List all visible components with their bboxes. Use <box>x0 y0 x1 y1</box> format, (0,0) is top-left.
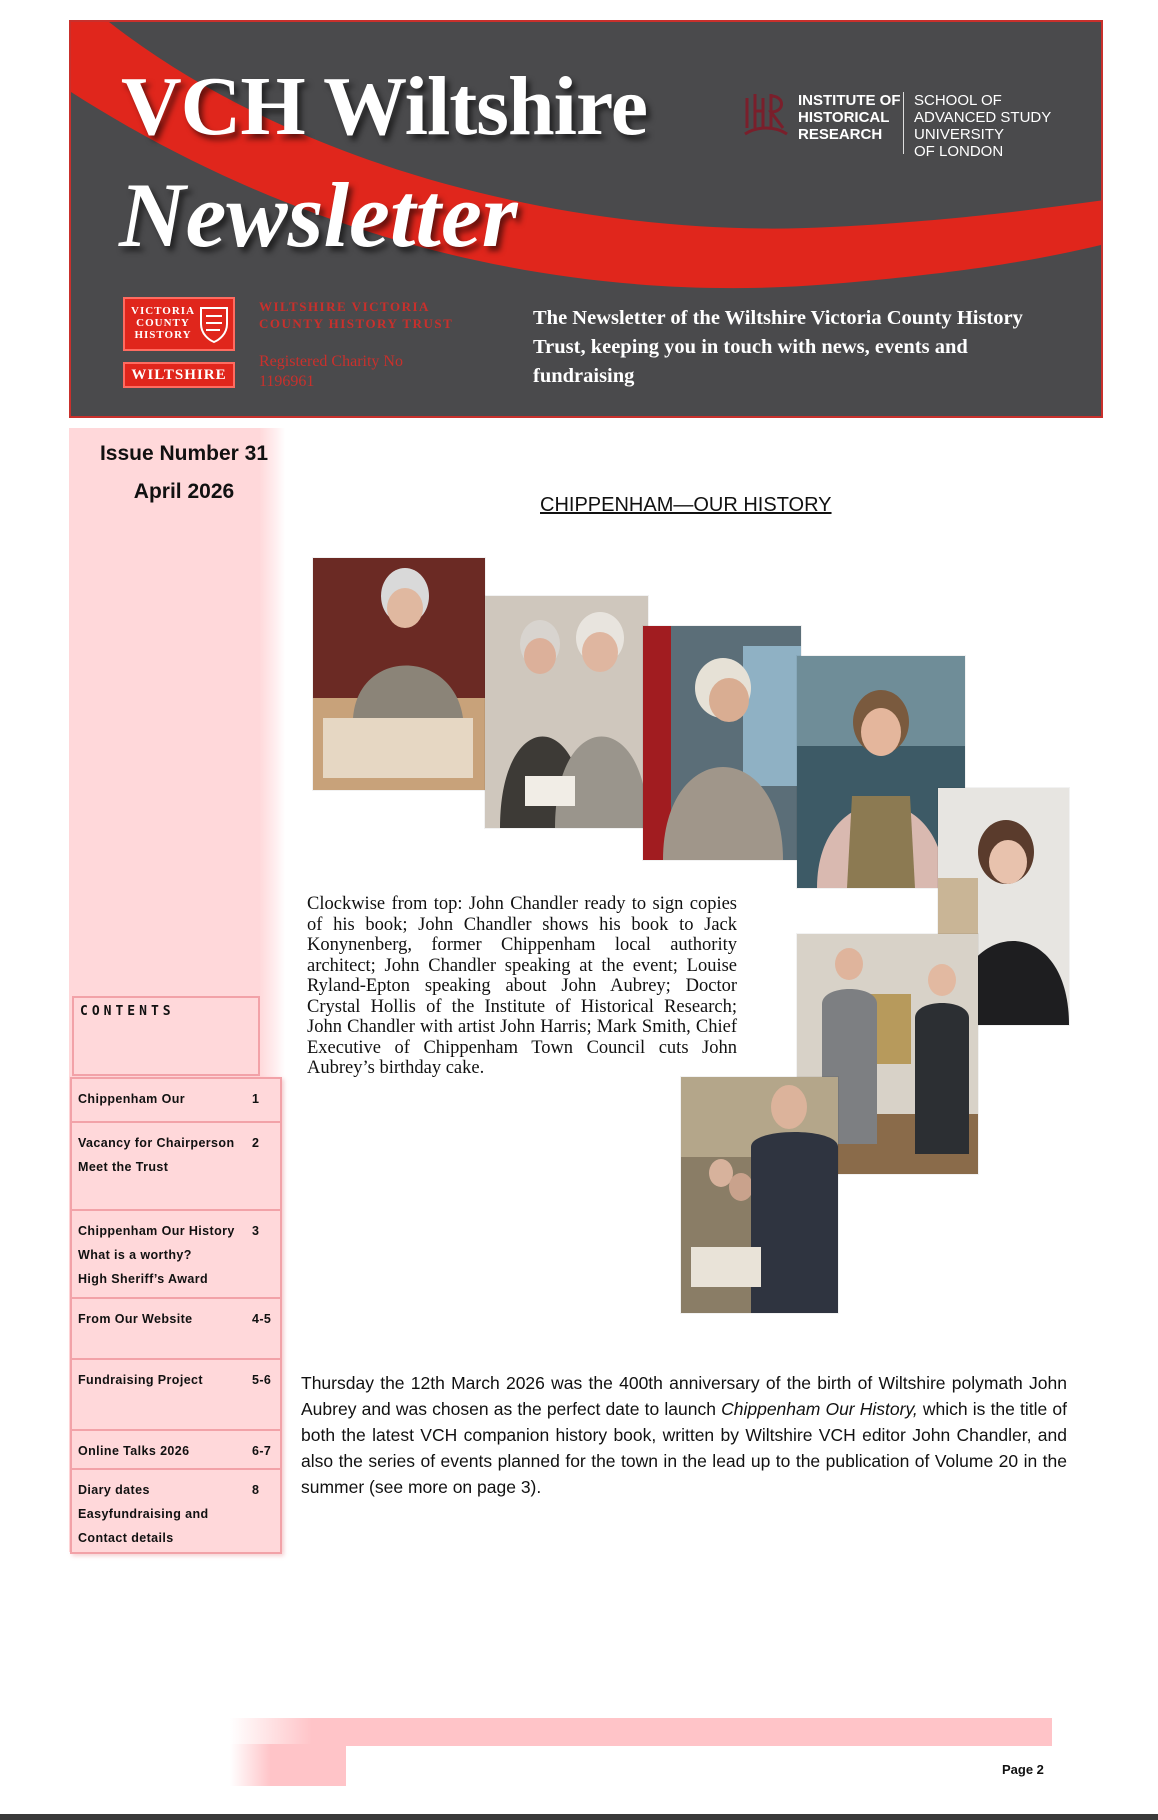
issue-number: Issue Number 31 <box>99 442 269 465</box>
photo-caption: Clockwise from top: John Chandler ready to sign copies of his book; John Chandler shows his book to Jack Konynenberg, former Chippenham local authority architect; John Chandler speaking at the event; Louise Ryland-Epton speaking about John Aubrey; Doctor Crystal Hollis of the Institute of Historical Research; John Chandler with artist John Harris; Mark Smith, Chief Executive of Chippenham Town Council cuts John Aubrey’s birthday cake. <box>307 894 737 1078</box>
footer-bar <box>230 1718 1052 1746</box>
footer-block <box>230 1744 346 1786</box>
contents-row[interactable] <box>72 1470 280 1552</box>
bottom-edge <box>0 1814 1158 1820</box>
contents-item-page: 5-6 <box>252 1373 272 1387</box>
ihr-logo-icon <box>741 88 791 138</box>
article-title: CHIPPENHAM—OUR HISTORY <box>540 494 832 516</box>
contents-row[interactable] <box>72 1211 280 1299</box>
masthead-subtitle: Newsletter <box>119 164 518 266</box>
contents-item-title: Chippenham Our History <box>78 1224 235 1238</box>
contents-table <box>70 1077 282 1554</box>
charity-number: Registered Charity No 1196961 <box>259 353 403 390</box>
contents-item-page: 2 <box>252 1136 260 1150</box>
contents-item-title: From Our Website <box>78 1312 193 1326</box>
contents-item-page: 1 <box>252 1092 260 1106</box>
contents-heading: CONTENTS <box>80 1004 175 1019</box>
photo-cake-cutting <box>681 1077 838 1313</box>
contents-item-title: What is a worthy? <box>78 1248 192 1262</box>
book-title: Chippenham Our History, <box>721 1399 918 1419</box>
contents-item-title: Contact details <box>78 1531 174 1545</box>
contents-row[interactable] <box>72 1079 280 1123</box>
trust-name: WILTSHIRE VICTORIA COUNTY HISTORY TRUST <box>259 299 454 331</box>
masthead-title: VCH Wiltshire <box>121 60 648 153</box>
contents-row[interactable] <box>72 1299 280 1360</box>
newsletter-banner <box>69 20 1103 418</box>
contents-item-page: 6-7 <box>252 1444 272 1458</box>
contents-item-page: 3 <box>252 1224 260 1238</box>
contents-item-title: Online Talks 2026 <box>78 1444 190 1458</box>
photo-showing-book <box>485 596 648 828</box>
contents-item-title: Fundraising Project <box>78 1373 203 1387</box>
page-number: Page 2 <box>1002 1762 1044 1777</box>
contents-row[interactable] <box>72 1360 280 1431</box>
contents-item-title: Vacancy for Chairperson <box>78 1136 235 1150</box>
issue-date: April 2026 <box>133 480 235 503</box>
ihr-name: INSTITUTE OF HISTORICAL RESEARCH <box>798 92 901 143</box>
contents-item-page: 8 <box>252 1483 260 1497</box>
vch-logo: VICTORIA COUNTY HISTORY <box>123 297 235 351</box>
shield-icon <box>199 306 229 344</box>
contents-row[interactable] <box>72 1431 280 1470</box>
logo-divider <box>903 92 904 154</box>
newsletter-tagline: The Newsletter of the Wiltshire Victoria County History Trust, keeping you in touch with news, events and fundraising <box>533 307 1023 387</box>
contents-item-title: High Sheriff’s Award <box>78 1272 209 1286</box>
photo-book-signing <box>313 558 485 790</box>
contents-item-title: Chippenham Our <box>78 1092 185 1106</box>
sas-name: SCHOOL OF ADVANCED STUDY UNIVERSITY OF LONDON <box>914 92 1052 160</box>
contents-item-title: Meet the Trust <box>78 1160 169 1174</box>
wiltshire-logo: WILTSHIRE <box>123 362 235 388</box>
article-body: Thursday the 12th March 2026 was the 400th anniversary of the birth of Wiltshire polymath John Aubrey and was chosen as the perfect date to launch Chippenham Our History, which is the title of both the latest VCH companion history book, written by Wiltshire VCH editor John Chandler, and also the series of events planned for the town in the lead up to the publication of Volume 20 in the summer (see more on page 3). <box>301 1373 1067 1497</box>
contents-row[interactable] <box>72 1123 280 1211</box>
contents-item-page: 4-5 <box>252 1312 272 1326</box>
contents-item-title: Diary dates <box>78 1483 150 1497</box>
contents-item-title: Easyfundraising and <box>78 1507 209 1521</box>
contents-heading-box <box>72 996 260 1076</box>
photo-speaking <box>643 626 801 860</box>
